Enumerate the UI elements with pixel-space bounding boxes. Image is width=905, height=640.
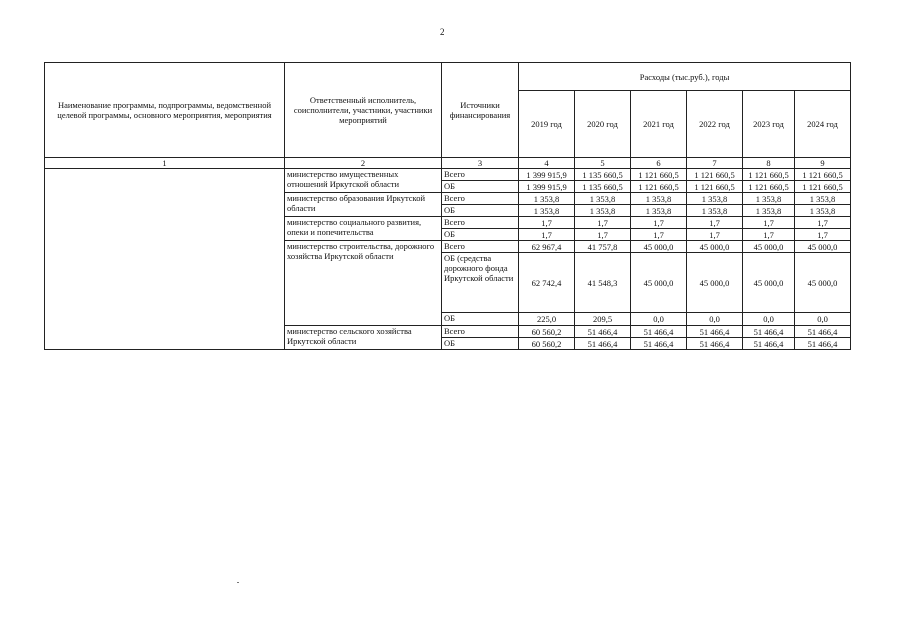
- value-cell: 1 353,8: [795, 193, 851, 205]
- value-cell: 51 466,4: [795, 326, 851, 338]
- value-cell: 1 353,8: [519, 205, 575, 217]
- value-cell: 1 121 660,5: [743, 181, 795, 193]
- executor-cell: министерство имущественных отношений Иркутской области: [285, 169, 442, 193]
- budget-table: [44, 62, 851, 350]
- value-cell: 51 466,4: [795, 338, 851, 350]
- source-cell: ОБ: [442, 338, 519, 350]
- source-cell: Всего: [442, 193, 519, 205]
- source-cell: ОБ: [442, 181, 519, 193]
- value-cell: 1,7: [743, 229, 795, 241]
- value-cell: 0,0: [743, 313, 795, 326]
- value-cell: 1 353,8: [795, 205, 851, 217]
- header-source: Источники финансирования: [442, 63, 519, 158]
- value-cell: 51 466,4: [631, 338, 687, 350]
- value-cell: 0,0: [795, 313, 851, 326]
- value-cell: 45 000,0: [795, 241, 851, 253]
- value-cell: 60 560,2: [519, 326, 575, 338]
- scan-speck: [237, 582, 239, 583]
- value-cell: 1 353,8: [743, 205, 795, 217]
- value-cell: 1 135 660,5: [575, 181, 631, 193]
- source-cell: ОБ: [442, 205, 519, 217]
- column-number: 6: [631, 158, 687, 169]
- program-name-cell: [45, 169, 285, 350]
- value-cell: 51 466,4: [631, 326, 687, 338]
- source-cell: Всего: [442, 217, 519, 229]
- value-cell: 45 000,0: [631, 253, 687, 313]
- source-cell: Всего: [442, 326, 519, 338]
- source-cell: ОБ (средства дорожного фонда Иркутской области: [442, 253, 519, 313]
- value-cell: 51 466,4: [687, 338, 743, 350]
- value-cell: 1 121 660,5: [687, 169, 743, 181]
- value-cell: 45 000,0: [687, 253, 743, 313]
- column-number: 3: [442, 158, 519, 169]
- column-number: 4: [519, 158, 575, 169]
- value-cell: 225,0: [519, 313, 575, 326]
- value-cell: 41 757,8: [575, 241, 631, 253]
- source-cell: ОБ: [442, 313, 519, 326]
- executor-cell: министерство образования Иркутской области: [285, 193, 442, 217]
- source-cell: ОБ: [442, 229, 519, 241]
- header-year: 2019 год: [519, 91, 575, 158]
- value-cell: 51 466,4: [575, 338, 631, 350]
- value-cell: 1 121 660,5: [743, 169, 795, 181]
- column-number: 2: [285, 158, 442, 169]
- source-cell: Всего: [442, 169, 519, 181]
- value-cell: 1 353,8: [575, 193, 631, 205]
- value-cell: 60 560,2: [519, 338, 575, 350]
- column-number: 1: [45, 158, 285, 169]
- value-cell: 41 548,3: [575, 253, 631, 313]
- value-cell: 1,7: [575, 217, 631, 229]
- value-cell: 1,7: [743, 217, 795, 229]
- value-cell: 1,7: [631, 217, 687, 229]
- header-year: 2022 год: [687, 91, 743, 158]
- header-year: 2020 год: [575, 91, 631, 158]
- value-cell: 1 353,8: [687, 205, 743, 217]
- value-cell: 1,7: [795, 229, 851, 241]
- value-cell: 45 000,0: [743, 241, 795, 253]
- value-cell: 45 000,0: [631, 241, 687, 253]
- value-cell: 1,7: [519, 217, 575, 229]
- value-cell: 1,7: [575, 229, 631, 241]
- value-cell: 1,7: [631, 229, 687, 241]
- header-name: Наименование программы, подпрограммы, ведомственной целевой программы, основного мероприятия, мероприятия: [45, 63, 285, 158]
- executor-cell: министерство социального развития, опеки и попечительства: [285, 217, 442, 241]
- value-cell: 62 967,4: [519, 241, 575, 253]
- value-cell: 1 121 660,5: [687, 181, 743, 193]
- value-cell: 45 000,0: [743, 253, 795, 313]
- value-cell: 1 121 660,5: [631, 169, 687, 181]
- value-cell: 1,7: [795, 217, 851, 229]
- value-cell: 0,0: [631, 313, 687, 326]
- value-cell: 1 353,8: [631, 193, 687, 205]
- value-cell: 209,5: [575, 313, 631, 326]
- value-cell: 1 121 660,5: [795, 169, 851, 181]
- column-number: 5: [575, 158, 631, 169]
- column-number-row: [45, 158, 851, 169]
- header-year: 2024 год: [795, 91, 851, 158]
- header-year: 2021 год: [631, 91, 687, 158]
- value-cell: 1 353,8: [575, 205, 631, 217]
- column-number: 8: [743, 158, 795, 169]
- header-executor: Ответственный исполнитель, соисполнители, участники, участники мероприятий: [285, 63, 442, 158]
- value-cell: 51 466,4: [743, 338, 795, 350]
- value-cell: 45 000,0: [687, 241, 743, 253]
- value-cell: 1 121 660,5: [631, 181, 687, 193]
- source-cell: Всего: [442, 241, 519, 253]
- value-cell: 1,7: [519, 229, 575, 241]
- value-cell: 1 353,8: [519, 193, 575, 205]
- value-cell: 1 399 915,9: [519, 181, 575, 193]
- value-cell: 1 353,8: [743, 193, 795, 205]
- value-cell: 1,7: [687, 229, 743, 241]
- header-expenses: Расходы (тыс.руб.), годы: [519, 63, 851, 91]
- header-year: 2023 год: [743, 91, 795, 158]
- value-cell: 51 466,4: [743, 326, 795, 338]
- value-cell: 1,7: [687, 217, 743, 229]
- executor-cell: министерство строительства, дорожного хозяйства Иркутской области: [285, 241, 442, 326]
- column-number: 7: [687, 158, 743, 169]
- value-cell: 1 399 915,9: [519, 169, 575, 181]
- value-cell: 51 466,4: [687, 326, 743, 338]
- value-cell: 45 000,0: [795, 253, 851, 313]
- value-cell: 1 121 660,5: [795, 181, 851, 193]
- table-row: [45, 169, 851, 181]
- value-cell: 1 135 660,5: [575, 169, 631, 181]
- value-cell: 1 353,8: [631, 205, 687, 217]
- page-number: 2: [440, 27, 445, 37]
- value-cell: 1 353,8: [687, 193, 743, 205]
- value-cell: 62 742,4: [519, 253, 575, 313]
- executor-cell: министерство сельского хозяйства Иркутской области: [285, 326, 442, 350]
- value-cell: 0,0: [687, 313, 743, 326]
- column-number: 9: [795, 158, 851, 169]
- value-cell: 51 466,4: [575, 326, 631, 338]
